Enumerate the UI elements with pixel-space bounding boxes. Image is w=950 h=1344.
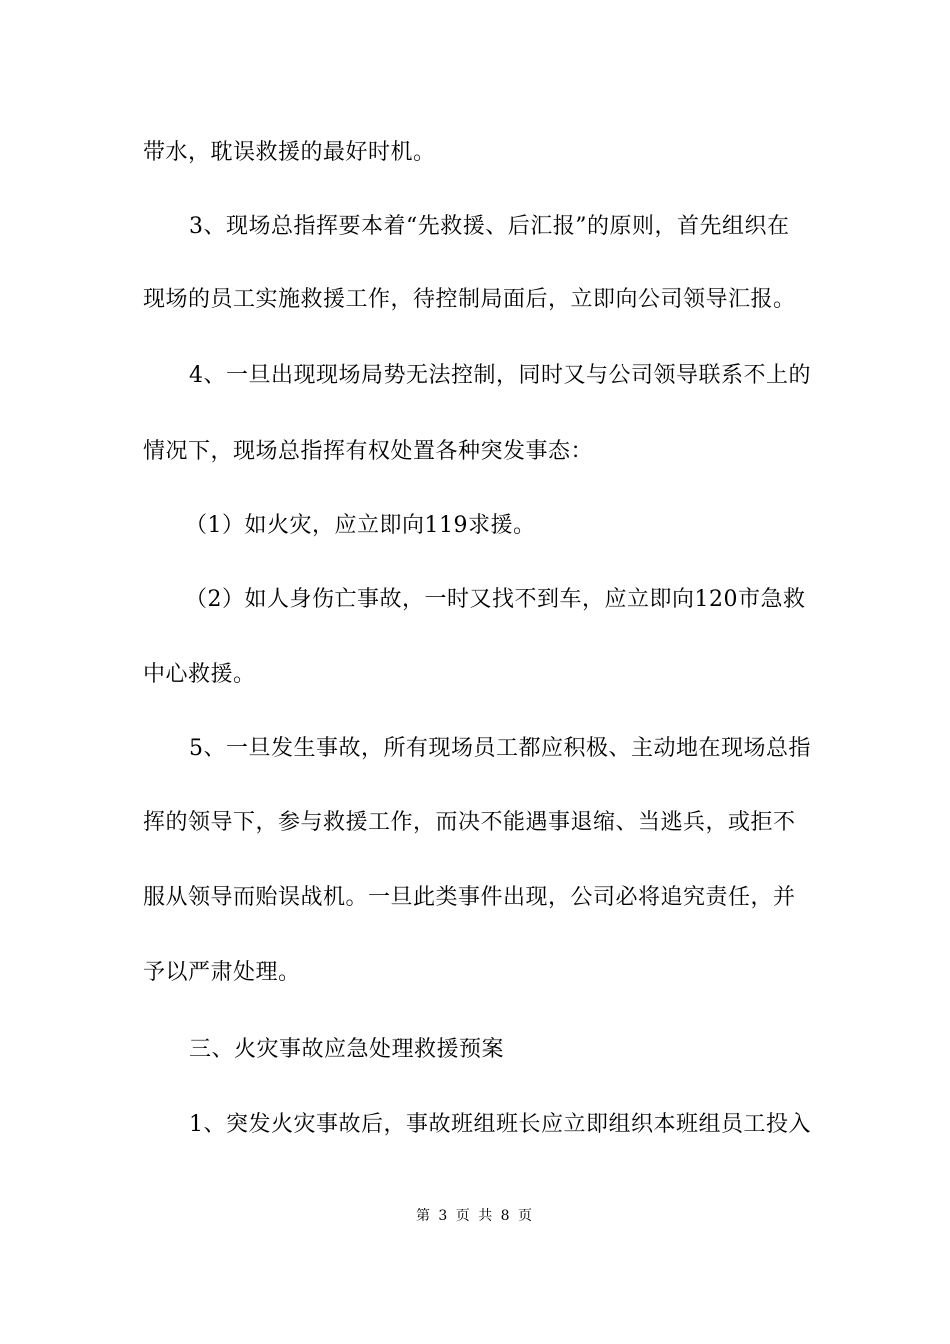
text-line-5: 情况下，现场总指挥有权处置各种突发事态： [143, 439, 594, 464]
text-line-10: 挥的领导下，参与救援工作，而决不能遇事退缩、当逃兵，或拒不 [143, 810, 796, 835]
text-line-14: 1、突发火灾事故后，事故班组班长应立即组织本班组员工投入 [189, 1112, 811, 1137]
text-line-8: 中心救援。 [143, 662, 256, 687]
text-line-2: 3、现场总指挥要本着“先救援、后汇报”的原则，首先组织在 [189, 214, 790, 239]
text-line-1: 带水，耽误救援的最好时机。 [143, 140, 436, 165]
text-line-7: （2）如人身伤亡事故，一时又找不到车，应立即向120市急救 [185, 587, 806, 612]
section-heading: 三、火灾事故应急处理救援预案 [189, 1037, 505, 1062]
text-line-6: （1）如火灾，应立即向119求援。 [185, 513, 536, 538]
text-line-3: 现场的员工实施救援工作，待控制局面后，立即向公司领导汇报。 [143, 287, 796, 312]
text-line-11: 服从领导而贻误战机。一旦此类事件出现，公司必将追究责任，并 [143, 885, 796, 910]
text-line-9: 5、一旦发生事故，所有现场员工都应积极、主动地在现场总指 [189, 736, 811, 761]
page-footer: 第 3 页 共 8 页 [415, 1208, 535, 1224]
text-line-12: 予以严肃处理。 [143, 960, 301, 985]
text-line-4: 4、一旦出现现场局势无法控制，同时又与公司领导联系不上的 [189, 363, 811, 388]
